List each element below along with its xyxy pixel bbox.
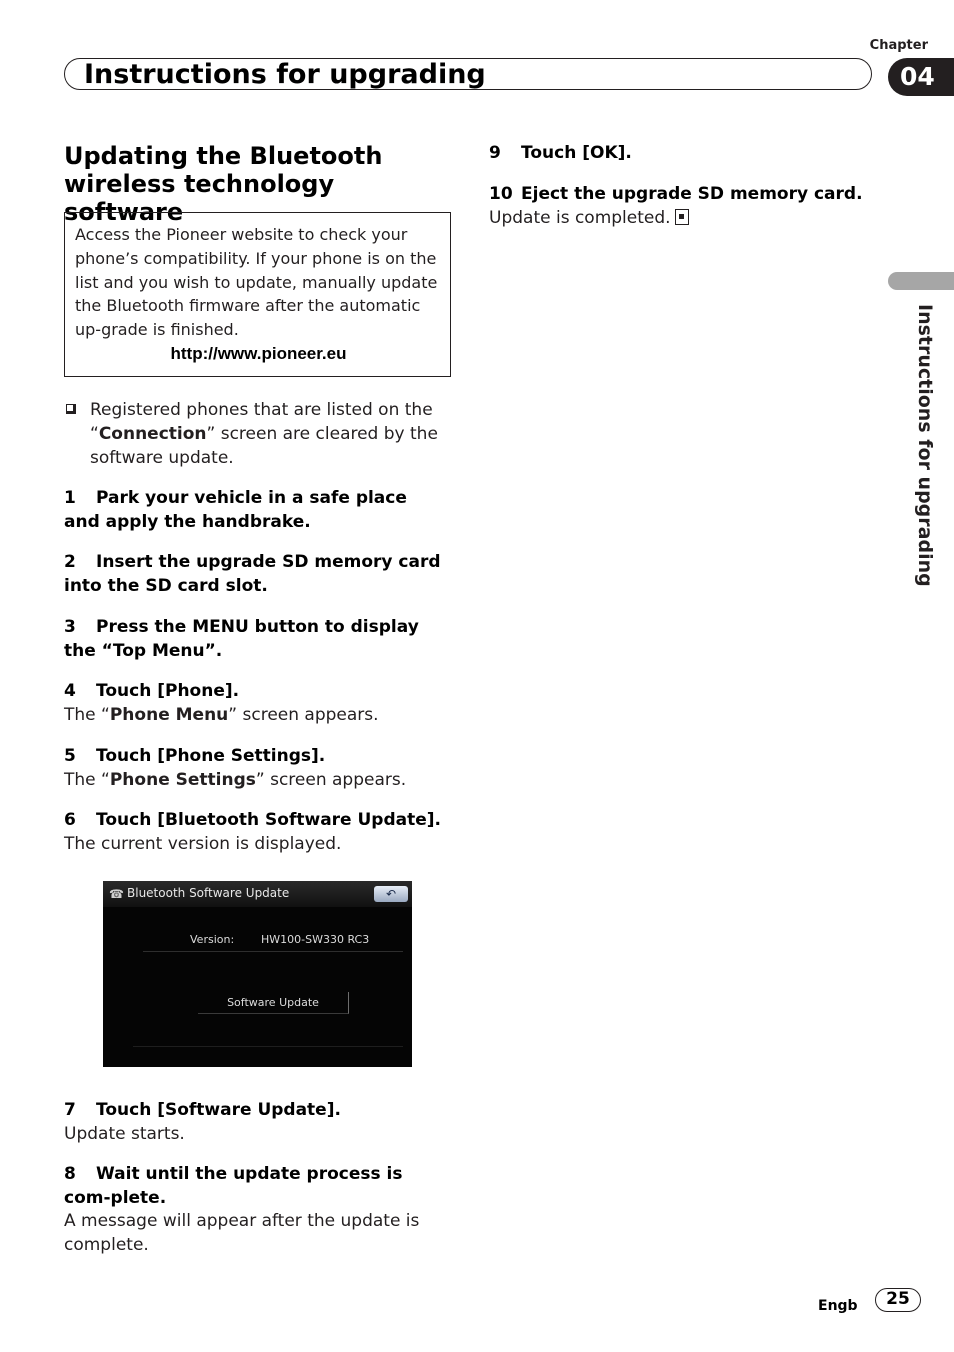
screen-title: Bluetooth Software Update	[127, 886, 290, 900]
phone-icon: ☎	[109, 887, 124, 901]
end-mark-icon	[675, 209, 689, 225]
step-9: 9 Touch [OK].	[489, 143, 632, 163]
back-arrow-icon[interactable]: ↶	[374, 886, 408, 902]
page-title: Instructions for upgrading	[84, 59, 486, 90]
connection-screen-name: Connection	[98, 424, 207, 444]
screen-title-bar	[103, 881, 412, 907]
bluetooth-update-screenshot	[103, 881, 412, 1067]
step-4: 4 Touch [Phone]. The “Phone Menu” screen appears.	[64, 681, 379, 725]
divider	[133, 1046, 403, 1047]
step-3: 3 Press the MENU button to display the “Top Menu”.	[64, 617, 419, 661]
note	[64, 398, 444, 470]
note-text: Registered phones that are listed on the “Connection” screen are cleared by the software update.	[90, 400, 438, 468]
step-1: 1 Park your vehicle in a safe place and apply the handbrake.	[64, 488, 407, 532]
pioneer-url: http://www.pioneer.eu	[170, 343, 347, 363]
chapter-label: Chapter	[869, 38, 928, 53]
side-chapter-label: Instructions for upgrading	[914, 304, 936, 587]
step-6: 6 Touch [Bluetooth Software Update]. The current version is displayed.	[64, 810, 441, 854]
notice-text: Access the Pioneer website to check your phone’s compatibility. If your phone is on the list and you wish to update, manually update the Bluetooth firmware after the automatic up-grade is finished.	[75, 225, 438, 340]
note-box-icon	[66, 404, 76, 414]
step-10: 10 Eject the upgrade SD memory card. Update is completed.	[489, 184, 863, 228]
notice-box	[64, 212, 451, 377]
step-5: 5 Touch [Phone Settings]. The “Phone Settings” screen appears.	[64, 746, 407, 790]
side-tab-marker	[888, 272, 954, 290]
language-code: Engb	[818, 1298, 858, 1314]
software-update-button[interactable]: Software Update	[198, 992, 349, 1014]
version-value: HW100-SW330 RC3	[261, 933, 370, 946]
step-2: 2 Insert the upgrade SD memory card into the SD card slot.	[64, 552, 441, 596]
step-8: 8 Wait until the update process is com-plete. A message will appear after the update is complete.	[64, 1164, 420, 1255]
version-label: Version:	[190, 933, 235, 946]
section-title: Updating the Bluetooth wireless technology software	[64, 142, 383, 226]
page-number: 25	[875, 1288, 921, 1312]
chapter-number-badge: 04	[888, 58, 954, 96]
divider	[143, 951, 403, 952]
step-7: 7 Touch [Software Update]. Update starts.	[64, 1100, 341, 1144]
